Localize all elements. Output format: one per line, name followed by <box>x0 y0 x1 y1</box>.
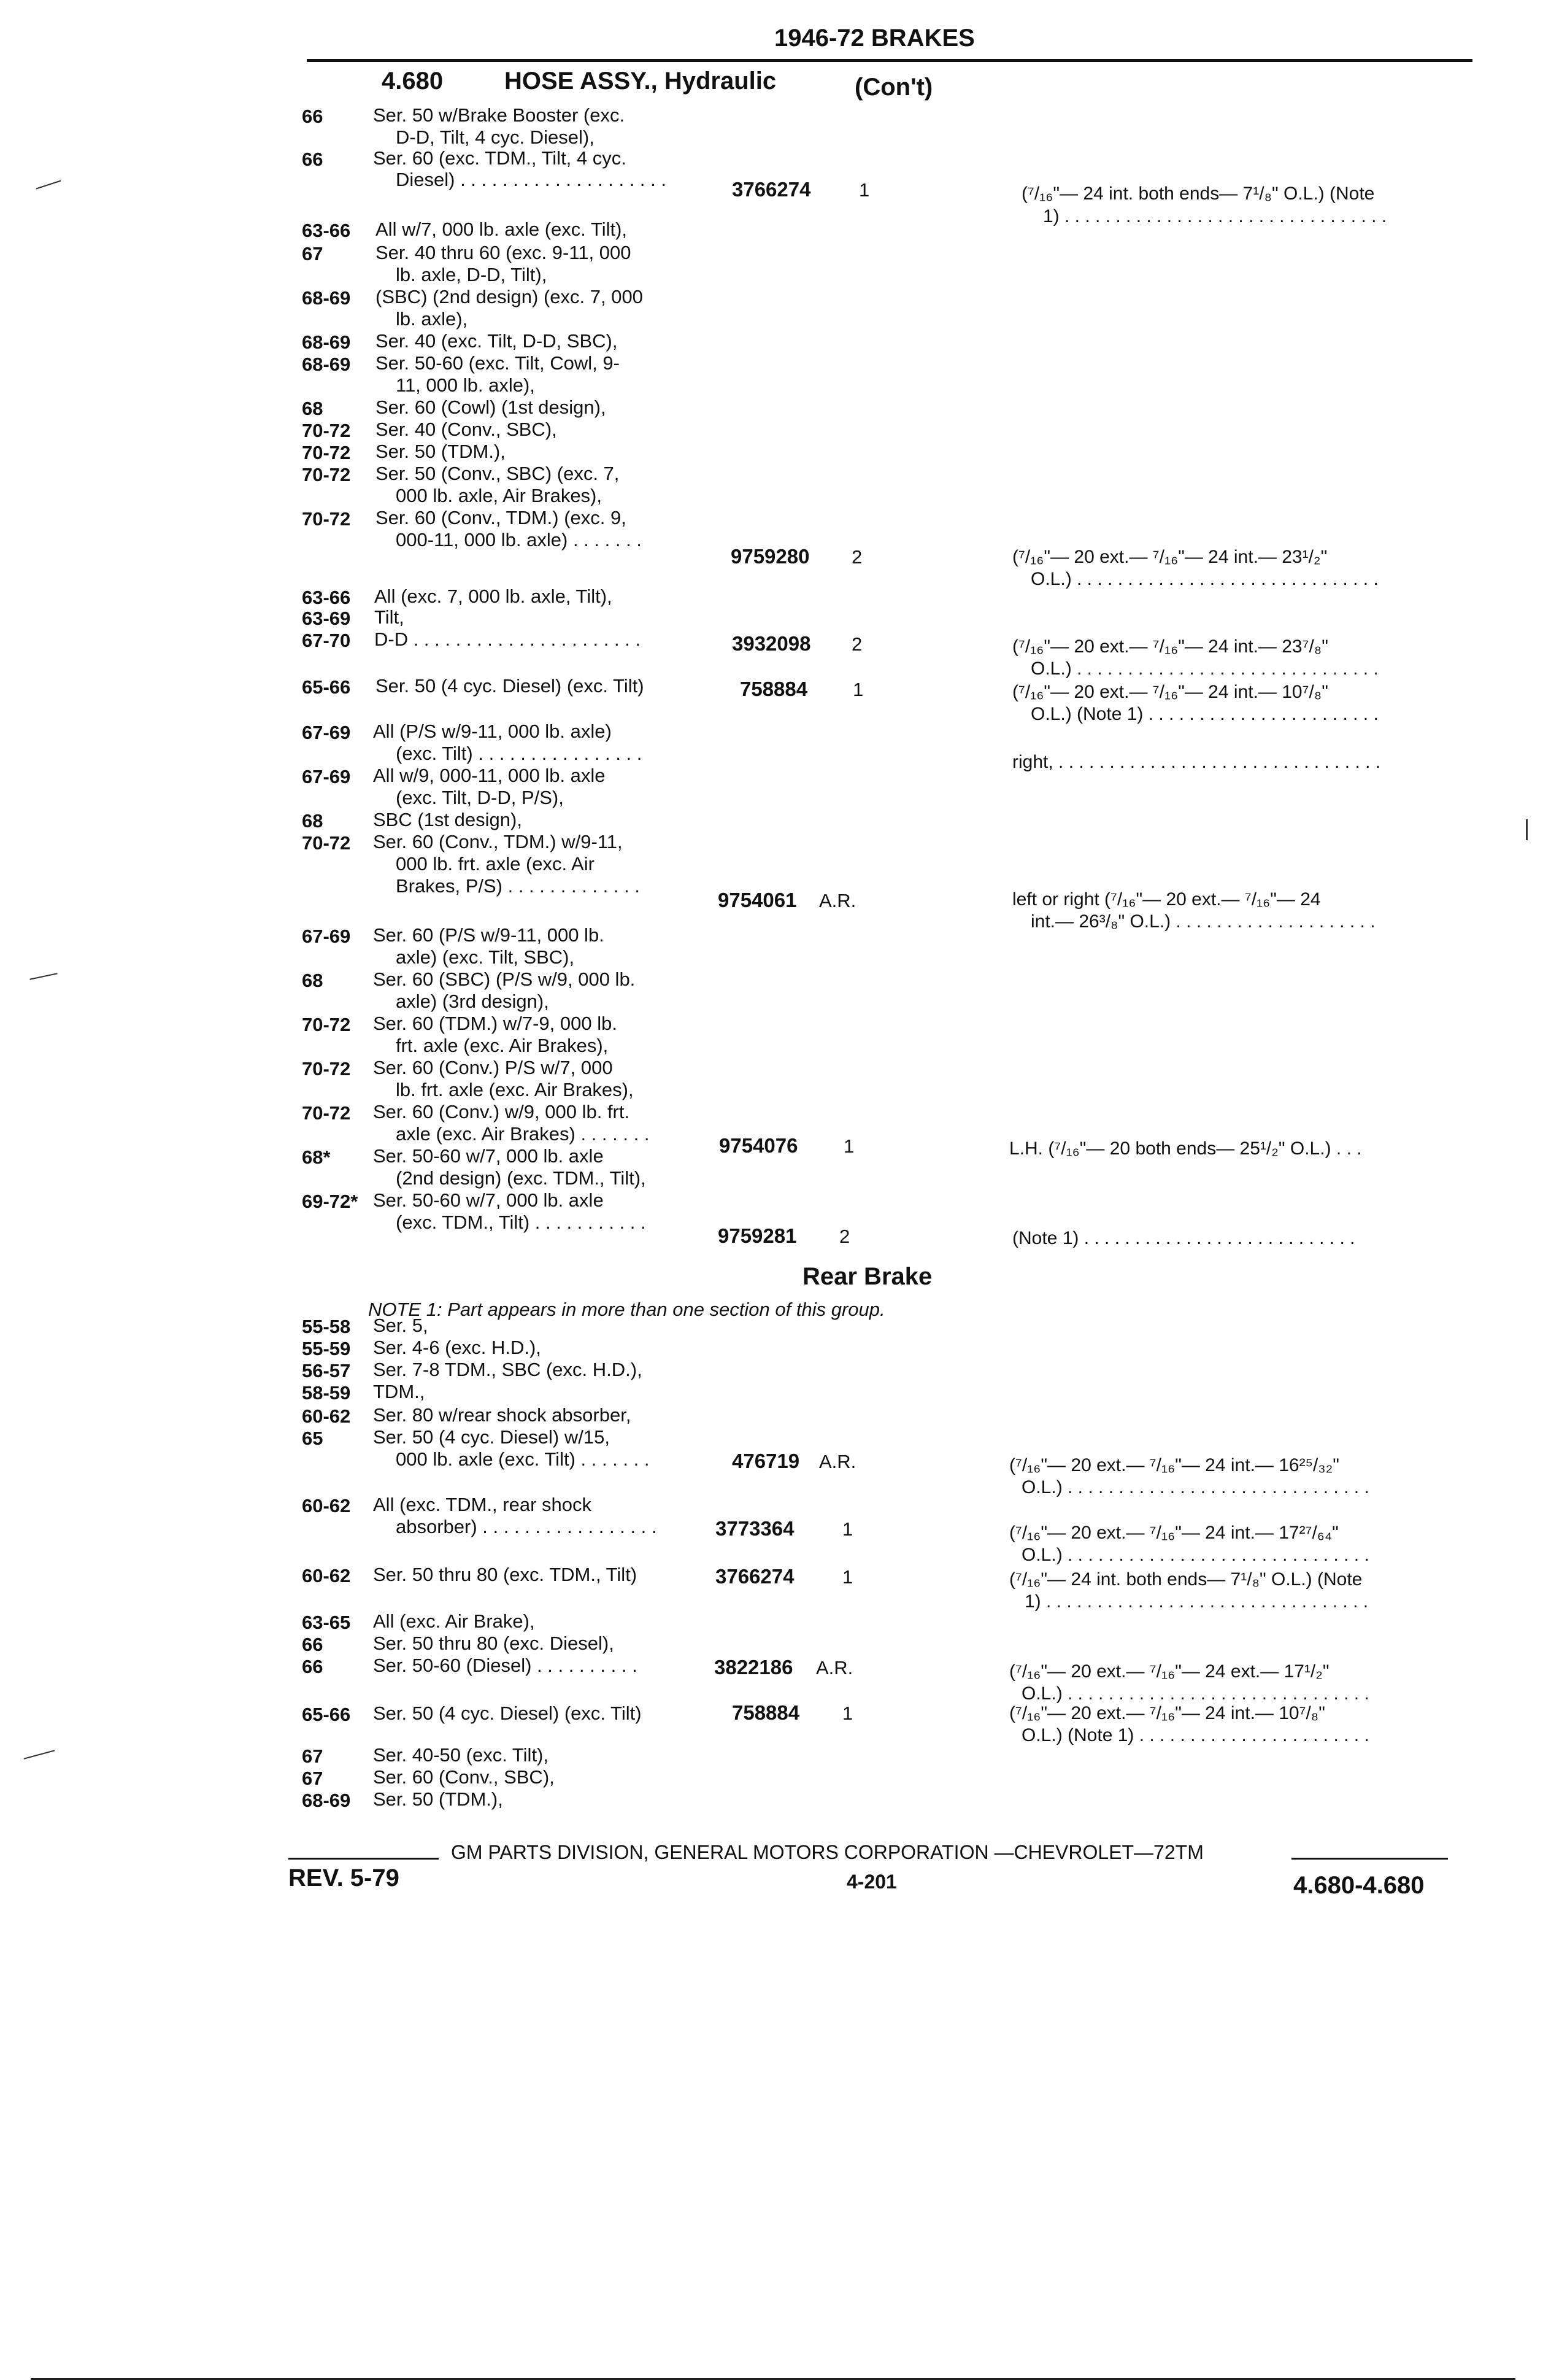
part-number: 3822186 <box>714 1656 793 1679</box>
remark-line: O.L.) . . . . . . . . . . . . . . . . . . . . . . . . . . . . . . <box>1022 1545 1369 1565</box>
model-year: 67 <box>302 1745 323 1767</box>
model-year: 70-72 <box>302 832 351 854</box>
application-description: Ser. 7-8 TDM., SBC (exc. H.D.), <box>373 1359 642 1380</box>
footer-revision: REV. 5-79 <box>288 1864 399 1891</box>
model-year: 55-58 <box>302 1316 351 1337</box>
application-description: Ser. 60 (exc. TDM., Tilt, 4 cyc. <box>373 147 626 169</box>
remark-line: O.L.) . . . . . . . . . . . . . . . . . . . . . . . . . . . . . . <box>1031 659 1379 679</box>
quantity: 2 <box>839 1226 850 1247</box>
footer-rule-left <box>288 1858 439 1860</box>
margin-mark <box>36 180 61 190</box>
application-description: Ser. 50 (TDM.), <box>373 1788 503 1810</box>
model-year: 65 <box>302 1428 323 1449</box>
application-description: Ser. 60 (Conv.) w/9, 000 lb. frt. <box>373 1101 630 1122</box>
footer-page-number: 4-201 <box>847 1871 897 1893</box>
application-description: (2nd design) (exc. TDM., Tilt), <box>396 1167 646 1189</box>
footer-corporation: GM PARTS DIVISION, GENERAL MOTORS CORPORATION —CHEVROLET—72TM <box>451 1841 1204 1863</box>
part-number: 9759280 <box>731 545 810 568</box>
remark-line: (⁷/₁₆"— 20 ext.— ⁷/₁₆"— 24 int.— 10⁷/₈" <box>1012 682 1328 702</box>
model-year: 66 <box>302 149 323 170</box>
remark-line: O.L.) . . . . . . . . . . . . . . . . . . . . . . . . . . . . . . <box>1022 1683 1369 1704</box>
model-year: 68 <box>302 398 323 419</box>
quantity: A.R. <box>819 1451 856 1472</box>
application-description: Ser. 50 (Conv., SBC) (exc. 7, <box>375 463 620 484</box>
model-year: 63-66 <box>302 220 351 241</box>
model-year: 67-70 <box>302 630 351 651</box>
model-year: 63-65 <box>302 1612 351 1633</box>
remark-line: (⁷/₁₆"— 20 ext.— ⁷/₁₆"— 24 int.— 16²⁵/₃₂" <box>1009 1455 1339 1475</box>
quantity: 1 <box>842 1518 853 1540</box>
model-year: 67 <box>302 243 323 265</box>
remark-line: (⁷/₁₆"— 20 ext.— ⁷/₁₆"— 24 int.— 23⁷/₈" <box>1012 636 1328 657</box>
remark-line: O.L.) (Note 1) . . . . . . . . . . . . . . . . . . . . . . . <box>1031 704 1379 724</box>
quantity: 2 <box>852 633 863 655</box>
remark-line: O.L.) (Note 1) . . . . . . . . . . . . . . . . . . . . . . . <box>1022 1725 1369 1745</box>
application-description: Ser. 40-50 (exc. Tilt), <box>373 1744 548 1766</box>
application-description: All (exc. TDM., rear shock <box>373 1494 592 1515</box>
model-year: 67-69 <box>302 722 351 743</box>
margin-tick <box>1526 819 1528 840</box>
remark-line: (⁷/₁₆"— 20 ext.— ⁷/₁₆"— 24 int.— 17²⁷/₆₄" <box>1009 1523 1339 1543</box>
quantity: 1 <box>853 679 864 700</box>
part-number: 758884 <box>740 678 808 700</box>
application-description: axle (exc. Air Brakes) . . . . . . . <box>396 1123 650 1145</box>
application-description: Ser. 50-60 w/7, 000 lb. axle <box>373 1189 604 1211</box>
remark-line: (Note 1) . . . . . . . . . . . . . . . . . . . . . . . . . . . <box>1012 1228 1355 1248</box>
model-year: 68-69 <box>302 287 351 309</box>
model-year: 69-72* <box>302 1191 358 1212</box>
application-description: Ser. 50 (4 cyc. Diesel) w/15, <box>373 1426 610 1448</box>
application-description: 000-11, 000 lb. axle) . . . . . . . <box>396 529 642 551</box>
model-year: 68-69 <box>302 331 351 353</box>
model-year: 68 <box>302 810 323 832</box>
remark-line: (⁷/₁₆"— 20 ext.— ⁷/₁₆"— 24 ext.— 17¹/₂" <box>1009 1661 1330 1682</box>
quantity: A.R. <box>819 890 856 911</box>
quantity: 1 <box>842 1566 853 1588</box>
model-year: 63-66 <box>302 587 351 608</box>
model-year: 70-72 <box>302 442 351 463</box>
remark-line: 1) . . . . . . . . . . . . . . . . . . . . . . . . . . . . . . . . <box>1025 1591 1369 1612</box>
quantity: 1 <box>844 1135 855 1157</box>
application-description: Ser. 50 thru 80 (exc. Diesel), <box>373 1632 614 1654</box>
application-description: Ser. 50 thru 80 (exc. TDM., Tilt) <box>373 1564 637 1585</box>
application-description: All w/9, 000-11, 000 lb. axle <box>373 765 606 786</box>
model-year: 65-66 <box>302 676 351 698</box>
application-description: lb. axle), <box>396 308 468 330</box>
group-title: HOSE ASSY., Hydraulic <box>504 68 777 95</box>
application-description: Ser. 60 (SBC) (P/S w/9, 000 lb. <box>373 968 636 990</box>
application-description: Ser. 60 (P/S w/9-11, 000 lb. <box>373 924 604 946</box>
application-description: Ser. 50-60 (exc. Tilt, Cowl, 9- <box>375 352 620 374</box>
note-1: NOTE 1: Part appears in more than one section of this group. <box>368 1299 885 1320</box>
remark-line: (⁷/₁₆"— 24 int. both ends— 7¹/₈" O.L.) (Note <box>1022 184 1375 204</box>
application-description: Ser. 50 (4 cyc. Diesel) (exc. Tilt) <box>373 1702 642 1724</box>
quantity: 2 <box>852 546 863 568</box>
application-description: Ser. 50-60 (Diesel) . . . . . . . . . . <box>373 1655 637 1676</box>
application-description: D-D . . . . . . . . . . . . . . . . . . . . . . <box>374 628 641 650</box>
remark-line: O.L.) . . . . . . . . . . . . . . . . . . . . . . . . . . . . . . <box>1031 569 1379 589</box>
application-description: absorber) . . . . . . . . . . . . . . . . . <box>396 1516 657 1537</box>
header-rule <box>307 59 1472 62</box>
application-description: (SBC) (2nd design) (exc. 7, 000 <box>375 286 643 307</box>
application-description: (exc. TDM., Tilt) . . . . . . . . . . . <box>396 1211 646 1233</box>
part-number: 3766274 <box>732 178 811 201</box>
part-number: 758884 <box>732 1701 800 1724</box>
application-description: Ser. 40 thru 60 (exc. 9-11, 000 <box>375 242 631 263</box>
part-number: 9759281 <box>718 1224 797 1247</box>
page-title: 1946-72 BRAKES <box>774 25 975 52</box>
application-description: Ser. 60 (Cowl) (1st design), <box>375 396 606 418</box>
remark-line: (⁷/₁₆"— 20 ext.— ⁷/₁₆"— 24 int.— 10⁷/₈" <box>1009 1703 1325 1723</box>
model-year: 67 <box>302 1768 323 1789</box>
application-description: D-D, Tilt, 4 cyc. Diesel), <box>396 126 595 148</box>
part-number: 3932098 <box>732 632 811 655</box>
application-description: All (P/S w/9-11, 000 lb. axle) <box>373 721 612 742</box>
model-year: 66 <box>302 1634 323 1655</box>
application-description: frt. axle (exc. Air Brakes), <box>396 1035 609 1056</box>
application-description: axle) (3rd design), <box>396 991 549 1012</box>
remark-line: O.L.) . . . . . . . . . . . . . . . . . . . . . . . . . . . . . . <box>1022 1477 1369 1497</box>
model-year: 68 <box>302 970 323 991</box>
application-description: Ser. 40 (exc. Tilt, D-D, SBC), <box>375 330 618 352</box>
application-description: Ser. 60 (Conv., SBC), <box>373 1766 555 1788</box>
application-description: lb. frt. axle (exc. Air Brakes), <box>396 1079 634 1100</box>
part-number: 3773364 <box>715 1517 795 1540</box>
model-year: 67-69 <box>302 766 351 787</box>
model-year: 68-69 <box>302 1790 351 1811</box>
application-description: SBC (1st design), <box>373 809 522 830</box>
application-description: Tilt, <box>374 606 404 628</box>
margin-mark <box>24 1750 55 1759</box>
model-year: 60-62 <box>302 1495 351 1516</box>
model-year: 58-59 <box>302 1382 351 1404</box>
application-description: Ser. 60 (Conv.) P/S w/7, 000 <box>373 1057 613 1078</box>
application-description: (exc. Tilt) . . . . . . . . . . . . . . . . <box>396 743 642 764</box>
model-year: 70-72 <box>302 508 351 530</box>
model-year: 70-72 <box>302 1058 351 1080</box>
application-description: All (exc. Air Brake), <box>373 1610 535 1632</box>
remark-line: (⁷/₁₆"— 20 ext.— ⁷/₁₆"— 24 int.— 23¹/₂" <box>1012 547 1328 567</box>
model-year: 60-62 <box>302 1405 351 1427</box>
footer-rule-right <box>1291 1858 1448 1860</box>
application-description: axle) (exc. Tilt, SBC), <box>396 946 575 968</box>
application-description: Ser. 60 (Conv., TDM.) w/9-11, <box>373 831 623 852</box>
model-year: 70-72 <box>302 1102 351 1124</box>
application-description: Ser. 50-60 w/7, 000 lb. axle <box>373 1145 604 1167</box>
part-number: 9754061 <box>718 889 797 911</box>
section-heading-rear-brake: Rear Brake <box>802 1263 933 1290</box>
application-description: Ser. 60 (TDM.) w/7-9, 000 lb. <box>373 1013 617 1034</box>
model-year: 56-57 <box>302 1360 351 1381</box>
quantity: 1 <box>842 1702 853 1724</box>
application-description: Ser. 60 (Conv., TDM.) (exc. 9, <box>375 507 626 528</box>
application-description: Ser. 80 w/rear shock absorber, <box>373 1404 631 1426</box>
remark-line: L.H. (⁷/₁₆"— 20 both ends— 25¹/₂" O.L.) . . . <box>1009 1138 1362 1159</box>
application-description: Ser. 50 w/Brake Booster (exc. <box>373 104 625 126</box>
application-description: (exc. Tilt, D-D, P/S), <box>396 787 564 808</box>
application-description: All w/7, 000 lb. axle (exc. Tilt), <box>375 218 628 240</box>
model-year: 68* <box>302 1146 331 1168</box>
model-year: 70-72 <box>302 464 351 485</box>
remark-line: 1) . . . . . . . . . . . . . . . . . . . . . . . . . . . . . . . . <box>1043 206 1387 226</box>
application-description: lb. axle, D-D, Tilt), <box>396 264 547 285</box>
application-description: 000 lb. axle, Air Brakes), <box>396 485 602 506</box>
remark-line: int.— 26³/₈" O.L.) . . . . . . . . . . . . . . . . . . . . <box>1031 911 1376 932</box>
remark-line: (⁷/₁₆"— 24 int. both ends— 7¹/₈" O.L.) (Note <box>1009 1569 1363 1590</box>
application-description: All (exc. 7, 000 lb. axle, Tilt), <box>374 585 612 607</box>
model-year: 60-62 <box>302 1565 351 1586</box>
application-description: Diesel) . . . . . . . . . . . . . . . . . . . . <box>396 169 666 190</box>
model-year: 65-66 <box>302 1704 351 1725</box>
part-number: 9754076 <box>719 1134 798 1157</box>
quantity: 1 <box>859 179 870 201</box>
application-description: Ser. 50 (4 cyc. Diesel) (exc. Tilt) <box>375 675 644 697</box>
application-description: Brakes, P/S) . . . . . . . . . . . . . <box>396 875 640 897</box>
application-description: 000 lb. axle (exc. Tilt) . . . . . . . <box>396 1448 650 1470</box>
application-description: Ser. 50 (TDM.), <box>375 441 506 462</box>
model-year: 67-69 <box>302 925 351 947</box>
model-year: 70-72 <box>302 1014 351 1035</box>
model-year: 70-72 <box>302 420 351 441</box>
model-year: 63-69 <box>302 608 351 629</box>
application-description: Ser. 4-6 (exc. H.D.), <box>373 1337 541 1358</box>
application-description: TDM., <box>373 1381 425 1402</box>
footer-group-range: 4.680-4.680 <box>1293 1872 1425 1899</box>
part-number: 3766274 <box>715 1565 795 1588</box>
model-year: 68-69 <box>302 354 351 375</box>
application-description: 11, 000 lb. axle), <box>396 374 535 396</box>
part-number: 476719 <box>732 1450 800 1472</box>
continued-label: (Con't) <box>855 74 933 101</box>
model-year: 66 <box>302 1656 323 1677</box>
remark-line: right, . . . . . . . . . . . . . . . . . . . . . . . . . . . . . . . . <box>1012 752 1381 772</box>
application-description: 000 lb. frt. axle (exc. Air <box>396 853 595 875</box>
application-description: Ser. 5, <box>373 1315 428 1336</box>
model-year: 55-59 <box>302 1338 351 1359</box>
application-description: Ser. 40 (Conv., SBC), <box>375 419 557 440</box>
remark-line: left or right (⁷/₁₆"— 20 ext.— ⁷/₁₆"— 24 <box>1012 889 1321 910</box>
quantity: A.R. <box>816 1657 853 1679</box>
group-number: 4.680 <box>382 68 444 95</box>
model-year: 66 <box>302 106 323 127</box>
margin-mark <box>29 973 57 980</box>
